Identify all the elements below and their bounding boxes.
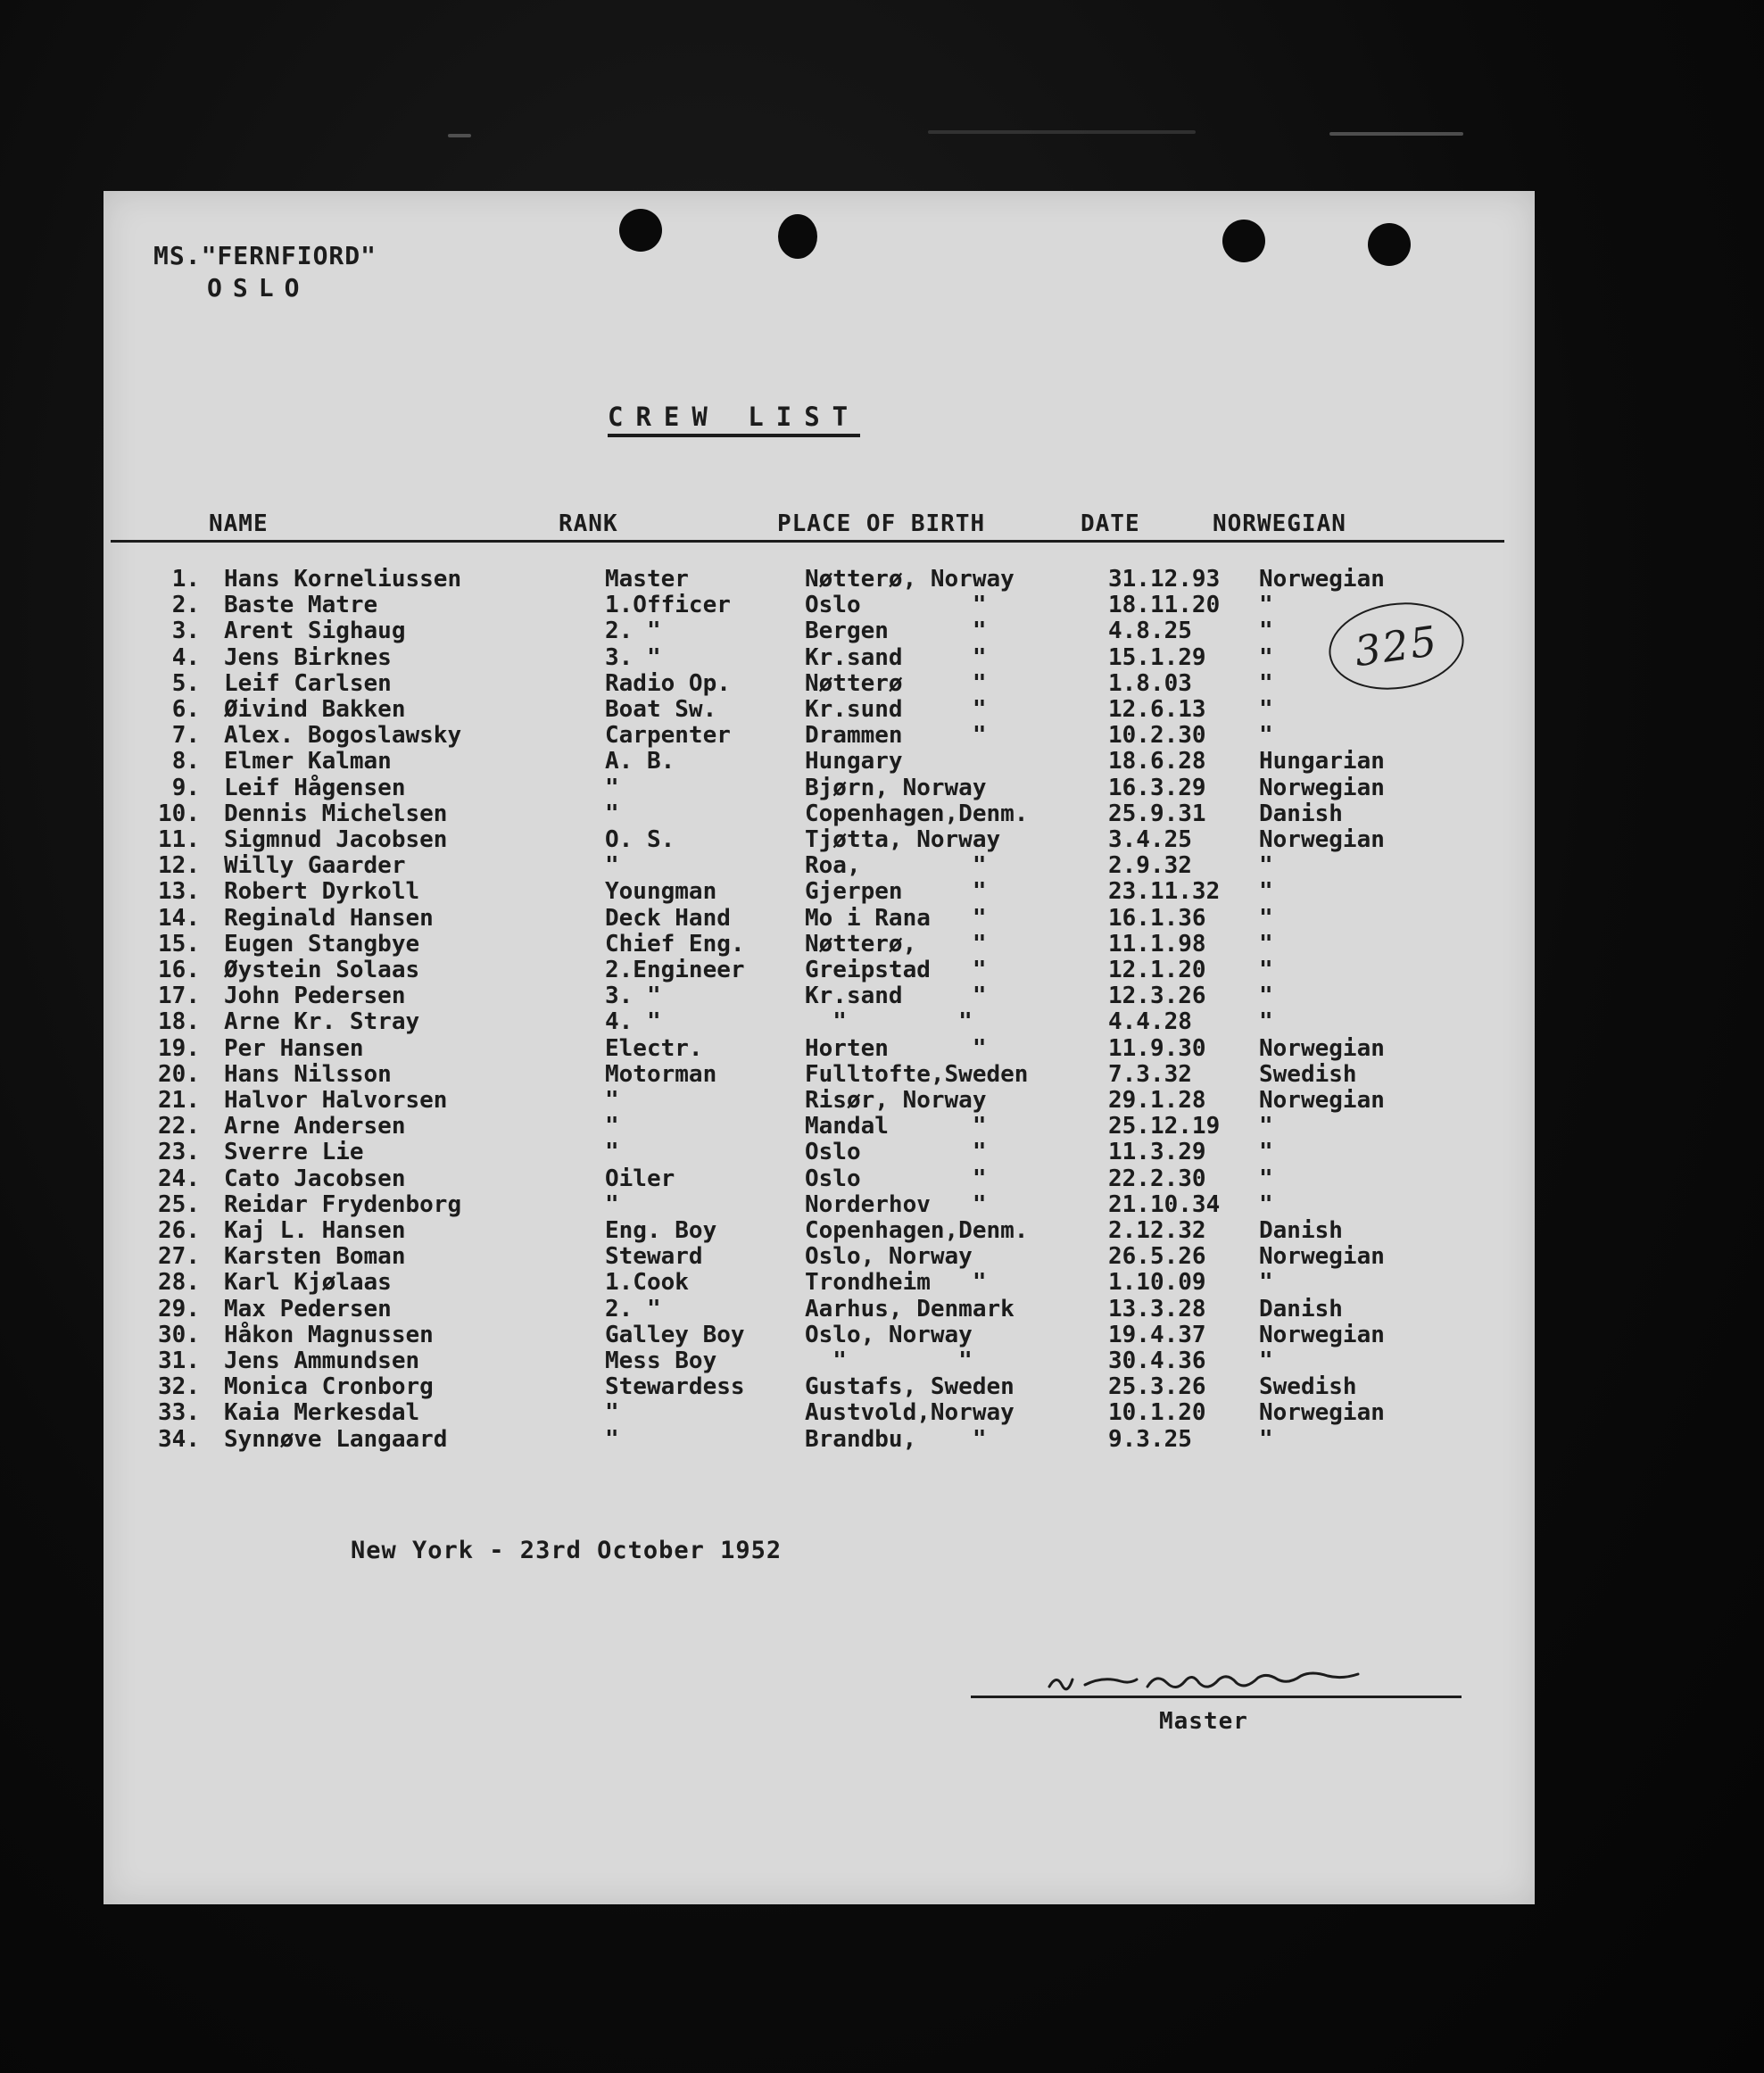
- crew-birth-date: 7.3.32: [1108, 1060, 1192, 1088]
- crew-name: Cato Jacobsen: [224, 1165, 406, 1192]
- crew-birth-date: 29.1.28: [1108, 1087, 1206, 1114]
- crew-name: Halvor Halvorsen: [224, 1087, 448, 1114]
- crew-birth-date: 26.5.26: [1108, 1243, 1206, 1271]
- film-scratch: [448, 134, 471, 137]
- crew-birth-date: 1.10.09: [1108, 1269, 1206, 1297]
- crew-nationality: ": [1259, 1113, 1273, 1140]
- crew-birth-date: 16.3.29: [1108, 774, 1206, 801]
- crew-place-of-birth: Copenhagen,Denm.: [805, 1217, 1029, 1244]
- crew-birth-date: 13.3.28: [1108, 1295, 1206, 1323]
- crew-birth-date: 9.3.25: [1108, 1425, 1192, 1453]
- document-title: CREW LIST: [608, 402, 860, 437]
- crew-name: Kaia Merkesdal: [224, 1399, 420, 1427]
- punch-hole: [1222, 220, 1265, 262]
- crew-rank: ": [605, 1139, 619, 1166]
- crew-rank: Youngman: [605, 878, 717, 906]
- crew-name: Karsten Boman: [224, 1243, 406, 1271]
- crew-number: 23.: [158, 1139, 200, 1166]
- crew-nationality: ": [1259, 1347, 1273, 1374]
- crew-number: 29.: [158, 1295, 200, 1323]
- crew-nationality: ": [1259, 722, 1273, 750]
- crew-place-of-birth: Aarhus, Denmark: [805, 1295, 1015, 1323]
- crew-birth-date: 12.1.20: [1108, 957, 1206, 983]
- crew-place-of-birth: Mandal ": [805, 1113, 987, 1140]
- crew-nationality: ": [1259, 696, 1273, 723]
- crew-nationality: ": [1259, 1139, 1273, 1166]
- place-and-date: New York - 23rd October 1952: [351, 1537, 783, 1564]
- crew-name: Leif Hågensen: [224, 774, 406, 801]
- crew-number: 7.: [171, 722, 200, 750]
- crew-place-of-birth: Horten ": [805, 1034, 987, 1062]
- crew-name: Jens Ammundsen: [224, 1347, 420, 1374]
- ship-name: MS."FERNFIORD": [153, 241, 377, 270]
- crew-number: 10.: [158, 800, 200, 827]
- crew-number: 14.: [158, 904, 200, 932]
- crew-name: Kaj L. Hansen: [224, 1217, 406, 1244]
- crew-name: Alex. Bogoslawsky: [224, 722, 462, 750]
- crew-nationality: ": [1259, 904, 1273, 932]
- crew-nationality: ": [1259, 1269, 1273, 1297]
- crew-rank: O. S.: [605, 826, 675, 853]
- header-place-of-birth: PLACE OF BIRTH: [777, 510, 986, 537]
- crew-rank: Motorman: [605, 1060, 717, 1088]
- crew-nationality: Swedish: [1259, 1060, 1357, 1088]
- crew-number: 22.: [158, 1113, 200, 1140]
- crew-birth-date: 22.2.30: [1108, 1165, 1206, 1192]
- crew-nationality: Norwegian: [1259, 1321, 1385, 1348]
- crew-place-of-birth: Kr.sund ": [805, 696, 987, 723]
- header-nationality: NORWEGIAN: [1213, 510, 1346, 537]
- crew-rank: 1.Cook: [605, 1269, 689, 1297]
- crew-place-of-birth: " ": [805, 1008, 973, 1036]
- crew-rank: ": [605, 1399, 619, 1427]
- crew-number: 31.: [158, 1347, 200, 1374]
- crew-name: Sverre Lie: [224, 1139, 364, 1166]
- crew-birth-date: 12.3.26: [1108, 983, 1206, 1010]
- crew-place-of-birth: Nøtterø, Norway: [805, 566, 1015, 593]
- crew-place-of-birth: Greipstad ": [805, 957, 987, 983]
- crew-nationality: Swedish: [1259, 1373, 1357, 1401]
- crew-rank: Radio Op.: [605, 669, 731, 697]
- crew-number: 6.: [171, 696, 200, 723]
- crew-number: 18.: [158, 1008, 200, 1036]
- crew-name: Arent Sighaug: [224, 618, 406, 645]
- crew-place-of-birth: Gjerpen ": [805, 878, 987, 906]
- crew-name: Sigmnud Jacobsen: [224, 826, 448, 853]
- crew-rank: ": [605, 774, 619, 801]
- crew-number: 8.: [171, 748, 200, 775]
- crew-number: 9.: [171, 774, 200, 801]
- crew-place-of-birth: Drammen ": [805, 722, 987, 750]
- crew-rank: 1.Officer: [605, 592, 731, 619]
- crew-number: 32.: [158, 1373, 200, 1401]
- crew-birth-date: 3.4.25: [1108, 826, 1192, 853]
- crew-rank: Chief Eng.: [605, 930, 745, 958]
- crew-number: 13.: [158, 878, 200, 906]
- crew-birth-date: 11.1.98: [1108, 930, 1206, 958]
- crew-place-of-birth: Nøtterø ": [805, 669, 987, 697]
- crew-rank: A. B.: [605, 748, 675, 775]
- crew-rank: 2. ": [605, 1295, 661, 1323]
- crew-place-of-birth: Fulltofte,Sweden: [805, 1060, 1029, 1088]
- crew-rank: Electr.: [605, 1034, 703, 1062]
- crew-place-of-birth: Oslo ": [805, 1139, 987, 1166]
- crew-place-of-birth: Austvold,Norway: [805, 1399, 1015, 1427]
- crew-nationality: ": [1259, 983, 1273, 1010]
- crew-number: 19.: [158, 1034, 200, 1062]
- crew-nationality: ": [1259, 643, 1273, 671]
- crew-rank: 4. ": [605, 1008, 661, 1036]
- crew-nationality: Norwegian: [1259, 1243, 1385, 1271]
- crew-nationality: Norwegian: [1259, 1087, 1385, 1114]
- crew-name: Håkon Magnussen: [224, 1321, 434, 1348]
- signature-label: Master: [1159, 1708, 1248, 1735]
- crew-name: Reidar Frydenborg: [224, 1190, 462, 1218]
- record-number: 325: [1351, 616, 1442, 676]
- crew-rank: Master: [605, 566, 689, 593]
- crew-nationality: ": [1259, 878, 1273, 906]
- crew-rank: 2. ": [605, 618, 661, 645]
- crew-nationality: ": [1259, 592, 1273, 619]
- crew-number: 4.: [171, 643, 200, 671]
- record-number-stamp: [1323, 594, 1470, 698]
- crew-place-of-birth: Tjøtta, Norway: [805, 826, 1001, 853]
- crew-rank: ": [605, 852, 619, 880]
- crew-nationality: Norwegian: [1259, 826, 1385, 853]
- crew-birth-date: 30.4.36: [1108, 1347, 1206, 1374]
- crew-number: 34.: [158, 1425, 200, 1453]
- crew-number: 30.: [158, 1321, 200, 1348]
- punch-hole: [1368, 223, 1411, 266]
- crew-rank: 3. ": [605, 983, 661, 1010]
- crew-number: 24.: [158, 1165, 200, 1192]
- film-scratch: [928, 130, 1196, 134]
- header-date: DATE: [1081, 510, 1140, 537]
- crew-name: Hans Korneliussen: [224, 566, 462, 593]
- crew-name: Max Pedersen: [224, 1295, 392, 1323]
- crew-nationality: Norwegian: [1259, 1399, 1385, 1427]
- crew-nationality: Danish: [1259, 1217, 1343, 1244]
- header-rule: [111, 540, 1504, 543]
- crew-number: 3.: [171, 618, 200, 645]
- crew-birth-date: 10.1.20: [1108, 1399, 1206, 1427]
- crew-rank: Carpenter: [605, 722, 731, 750]
- crew-place-of-birth: Bjørn, Norway: [805, 774, 987, 801]
- crew-name: Øivind Bakken: [224, 696, 406, 723]
- crew-rank: Galley Boy: [605, 1321, 745, 1348]
- crew-rank: Deck Hand: [605, 904, 731, 932]
- crew-birth-date: 25.3.26: [1108, 1373, 1206, 1401]
- crew-rank: Oiler: [605, 1165, 675, 1192]
- crew-birth-date: 19.4.37: [1108, 1321, 1206, 1348]
- crew-name: Per Hansen: [224, 1034, 364, 1062]
- crew-place-of-birth: Nøtterø, ": [805, 930, 987, 958]
- master-signature: [1031, 1654, 1442, 1708]
- crew-place-of-birth: Oslo, Norway: [805, 1321, 973, 1348]
- crew-birth-date: 11.9.30: [1108, 1034, 1206, 1062]
- crew-nationality: ": [1259, 852, 1273, 880]
- header-rank: RANK: [559, 510, 618, 537]
- crew-birth-date: 25.12.19: [1108, 1113, 1221, 1140]
- punch-hole: [778, 214, 817, 259]
- crew-number: 33.: [158, 1399, 200, 1427]
- crew-place-of-birth: Brandbu, ": [805, 1425, 987, 1453]
- crew-rank: 3. ": [605, 643, 661, 671]
- crew-number: 20.: [158, 1060, 200, 1088]
- crew-birth-date: 10.2.30: [1108, 722, 1206, 750]
- crew-nationality: ": [1259, 1190, 1273, 1218]
- crew-place-of-birth: Kr.sand ": [805, 643, 987, 671]
- crew-name: Robert Dyrkoll: [224, 878, 420, 906]
- crew-place-of-birth: Kr.sand ": [805, 983, 987, 1010]
- crew-nationality: Norwegian: [1259, 774, 1385, 801]
- crew-birth-date: 12.6.13: [1108, 696, 1206, 723]
- crew-number: 28.: [158, 1269, 200, 1297]
- crew-name: Synnøve Langaard: [224, 1425, 448, 1453]
- crew-birth-date: 25.9.31: [1108, 800, 1206, 827]
- crew-birth-date: 2.9.32: [1108, 852, 1192, 880]
- crew-rank: Steward: [605, 1243, 703, 1271]
- crew-rank: ": [605, 1087, 619, 1114]
- crew-rank: Mess Boy: [605, 1347, 717, 1374]
- crew-birth-date: 21.10.34: [1108, 1190, 1221, 1218]
- crew-rank: ": [605, 800, 619, 827]
- crew-rank: ": [605, 1113, 619, 1140]
- crew-nationality: Norwegian: [1259, 566, 1385, 593]
- crew-rank: Eng. Boy: [605, 1217, 717, 1244]
- crew-list-document: [104, 191, 1535, 1904]
- crew-nationality: ": [1259, 1165, 1273, 1192]
- crew-birth-date: 15.1.29: [1108, 643, 1206, 671]
- crew-number: 16.: [158, 957, 200, 983]
- crew-rank: 2.Engineer: [605, 957, 745, 983]
- crew-place-of-birth: Mo i Rana ": [805, 904, 987, 932]
- crew-number: 11.: [158, 826, 200, 853]
- crew-name: Reginald Hansen: [224, 904, 434, 932]
- crew-name: John Pedersen: [224, 983, 406, 1010]
- signature-line: [971, 1696, 1462, 1698]
- crew-birth-date: 4.8.25: [1108, 618, 1192, 645]
- crew-birth-date: 18.6.28: [1108, 748, 1206, 775]
- crew-name: Arne Andersen: [224, 1113, 406, 1140]
- home-port: OSLO: [207, 273, 311, 303]
- crew-number: 5.: [171, 669, 200, 697]
- crew-number: 1.: [171, 566, 200, 593]
- crew-birth-date: 1.8.03: [1108, 669, 1192, 697]
- crew-number: 12.: [158, 852, 200, 880]
- crew-birth-date: 11.3.29: [1108, 1139, 1206, 1166]
- crew-name: Eugen Stangbye: [224, 930, 420, 958]
- crew-nationality: Danish: [1259, 1295, 1343, 1323]
- crew-place-of-birth: Copenhagen,Denm.: [805, 800, 1029, 827]
- crew-name: Monica Cronborg: [224, 1373, 434, 1401]
- crew-name: Hans Nilsson: [224, 1060, 392, 1088]
- crew-place-of-birth: Norderhov ": [805, 1190, 987, 1218]
- crew-rank: Boat Sw.: [605, 696, 717, 723]
- crew-number: 26.: [158, 1217, 200, 1244]
- crew-birth-date: 16.1.36: [1108, 904, 1206, 932]
- crew-birth-date: 2.12.32: [1108, 1217, 1206, 1244]
- crew-birth-date: 18.11.20: [1108, 592, 1221, 619]
- crew-name: Dennis Michelsen: [224, 800, 448, 827]
- crew-number: 25.: [158, 1190, 200, 1218]
- crew-rank: ": [605, 1425, 619, 1453]
- crew-number: 21.: [158, 1087, 200, 1114]
- crew-name: Øystein Solaas: [224, 957, 420, 983]
- crew-birth-date: 4.4.28: [1108, 1008, 1192, 1036]
- crew-nationality: Norwegian: [1259, 1034, 1385, 1062]
- crew-place-of-birth: Oslo ": [805, 1165, 987, 1192]
- crew-place-of-birth: Roa, ": [805, 852, 987, 880]
- crew-number: 27.: [158, 1243, 200, 1271]
- crew-birth-date: 31.12.93: [1108, 566, 1221, 593]
- crew-name: Arne Kr. Stray: [224, 1008, 420, 1036]
- crew-nationality: ": [1259, 1008, 1273, 1036]
- crew-place-of-birth: Hungary: [805, 748, 903, 775]
- film-scratch: [1329, 132, 1463, 136]
- crew-number: 17.: [158, 983, 200, 1010]
- crew-nationality: ": [1259, 669, 1273, 697]
- crew-name: Baste Matre: [224, 592, 378, 619]
- crew-name: Elmer Kalman: [224, 748, 392, 775]
- crew-rank: Stewardess: [605, 1373, 745, 1401]
- crew-birth-date: 23.11.32: [1108, 878, 1221, 906]
- crew-place-of-birth: Risør, Norway: [805, 1087, 987, 1114]
- crew-rank: ": [605, 1190, 619, 1218]
- crew-place-of-birth: Oslo, Norway: [805, 1243, 973, 1271]
- crew-number: 15.: [158, 930, 200, 958]
- crew-place-of-birth: Oslo ": [805, 592, 987, 619]
- crew-nationality: ": [1259, 957, 1273, 983]
- crew-place-of-birth: Bergen ": [805, 618, 987, 645]
- crew-name: Leif Carlsen: [224, 669, 392, 697]
- crew-nationality: Danish: [1259, 800, 1343, 827]
- crew-nationality: Hungarian: [1259, 748, 1385, 775]
- crew-place-of-birth: Gustafs, Sweden: [805, 1373, 1015, 1401]
- crew-number: 2.: [171, 592, 200, 619]
- crew-name: Willy Gaarder: [224, 852, 406, 880]
- crew-nationality: ": [1259, 618, 1273, 645]
- crew-place-of-birth: Trondheim ": [805, 1269, 987, 1297]
- crew-nationality: ": [1259, 1425, 1273, 1453]
- header-name: NAME: [209, 510, 269, 537]
- crew-name: Jens Birknes: [224, 643, 392, 671]
- punch-hole: [619, 209, 662, 252]
- crew-place-of-birth: " ": [805, 1347, 973, 1374]
- crew-name: Karl Kjølaas: [224, 1269, 392, 1297]
- crew-nationality: ": [1259, 930, 1273, 958]
